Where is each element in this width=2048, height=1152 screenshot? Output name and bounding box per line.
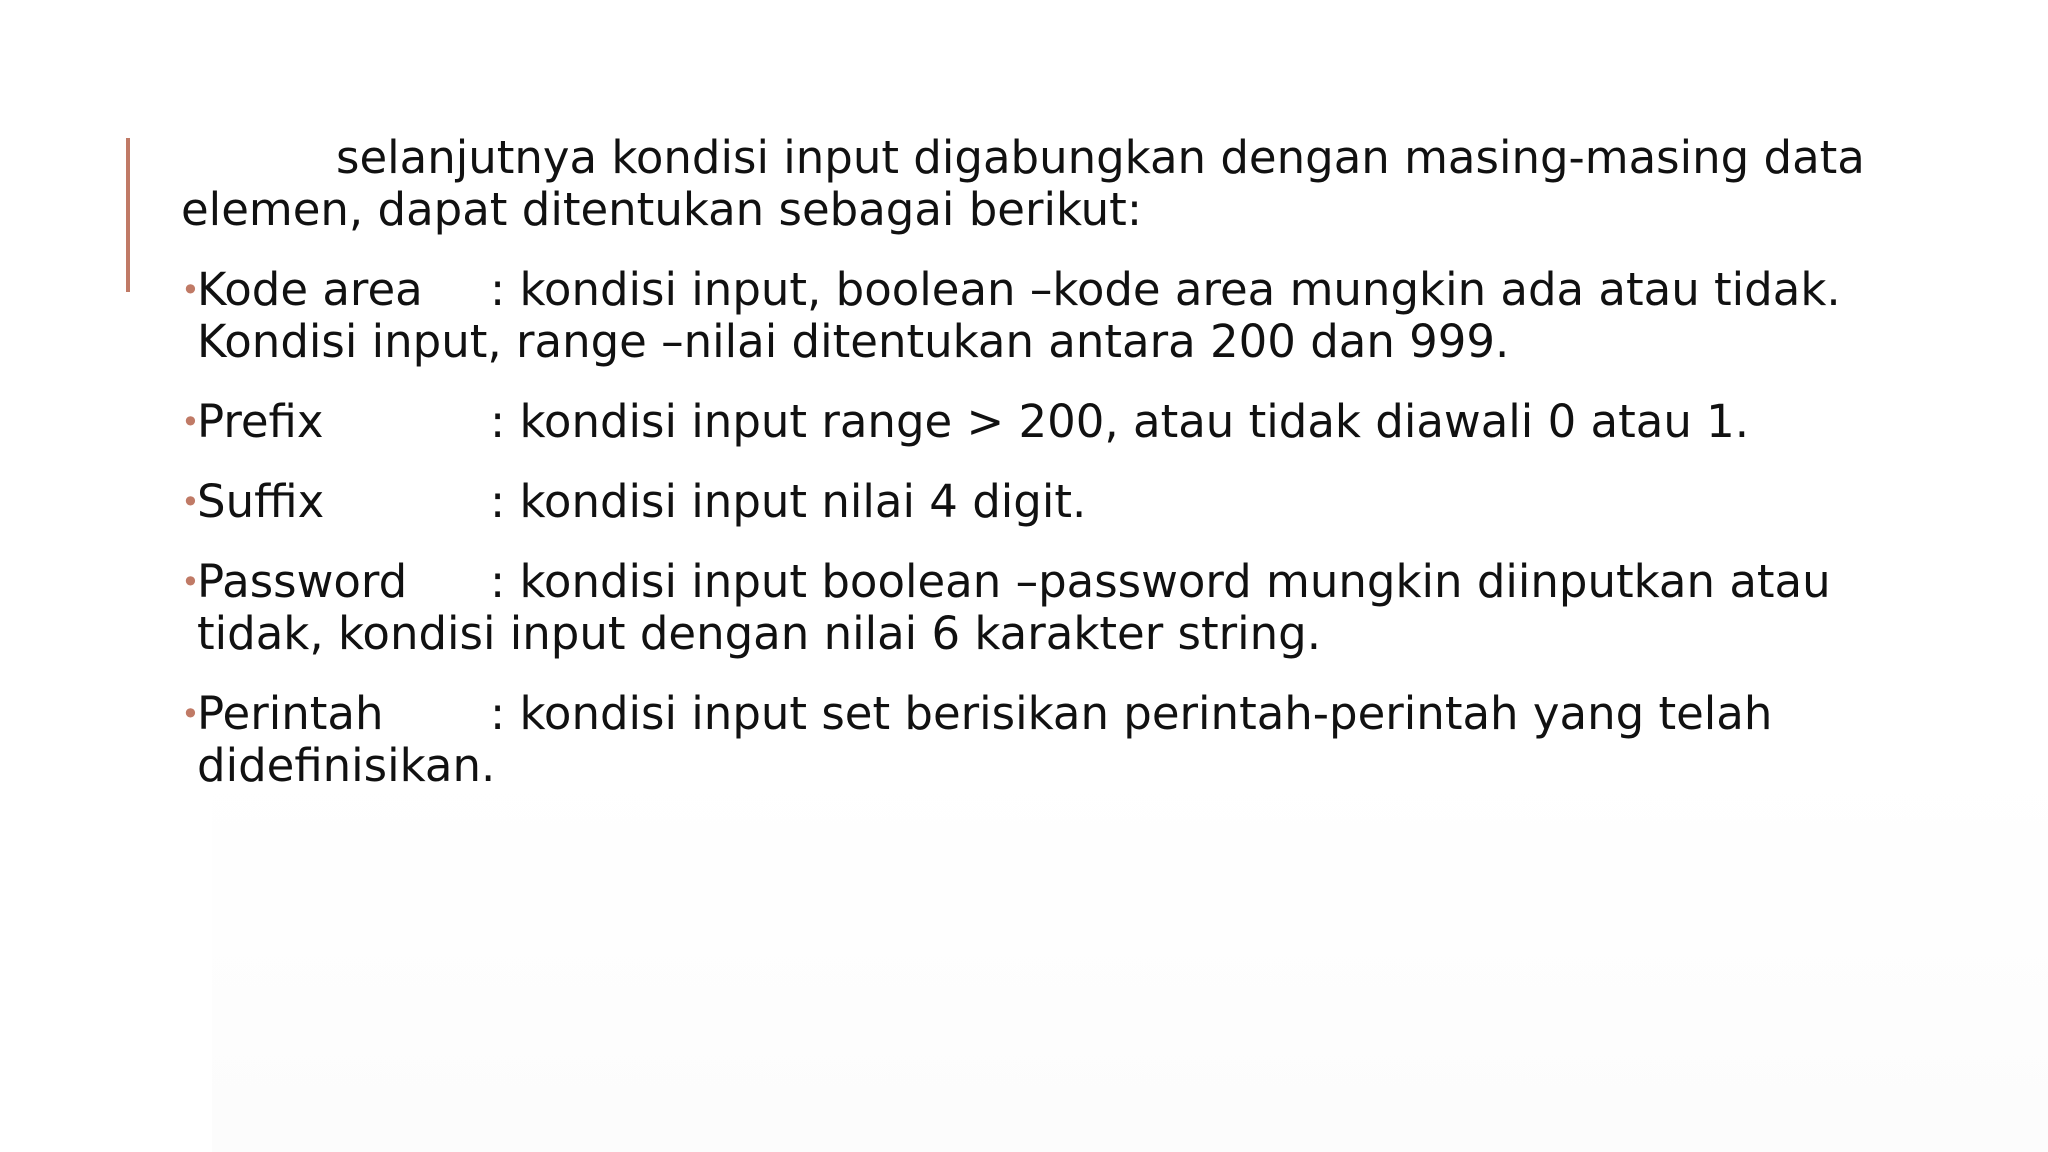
list-item-kode-area <box>181 264 1881 368</box>
intro-paragraph: selanjutnya kondisi input digabungkan dengan masing-masing data elemen, dapat ditentukan sebagai berikut: <box>181 131 1865 236</box>
item-description: : kondisi input set berisikan perintah-perintah yang telah didefinisikan. <box>197 687 1773 792</box>
bullet-icon: • <box>181 563 200 601</box>
item-description: : kondisi input, boolean –kode area mungkin ada atau tidak. Kondisi input, range –nilai ditentukan antara 200 dan 999. <box>197 263 1841 368</box>
item-term: Perintah <box>197 687 384 740</box>
bullet-icon: • <box>181 271 200 309</box>
background-shade <box>212 760 2048 1152</box>
bullet-icon: • <box>181 483 200 521</box>
list-item-prefix <box>181 396 1881 448</box>
list-item-perintah <box>181 688 1881 792</box>
bullet-icon: • <box>181 695 200 733</box>
bullet-icon: • <box>181 403 200 441</box>
item-term: Password <box>197 555 408 608</box>
list-item-password <box>181 556 1881 660</box>
slide-content <box>181 132 1881 792</box>
item-description: : kondisi input boolean –password mungkin diinputkan atau tidak, kondisi input dengan nilai 6 karakter string. <box>197 555 1831 660</box>
item-description: : kondisi input range > 200, atau tidak diawali 0 atau 1. <box>490 395 1750 448</box>
item-description: : kondisi input nilai 4 digit. <box>490 475 1087 528</box>
item-term: Prefix <box>197 395 324 448</box>
item-term: Suffix <box>197 475 325 528</box>
list-item-suffix <box>181 476 1881 528</box>
item-term: Kode area <box>197 263 423 316</box>
accent-bar <box>126 138 130 292</box>
